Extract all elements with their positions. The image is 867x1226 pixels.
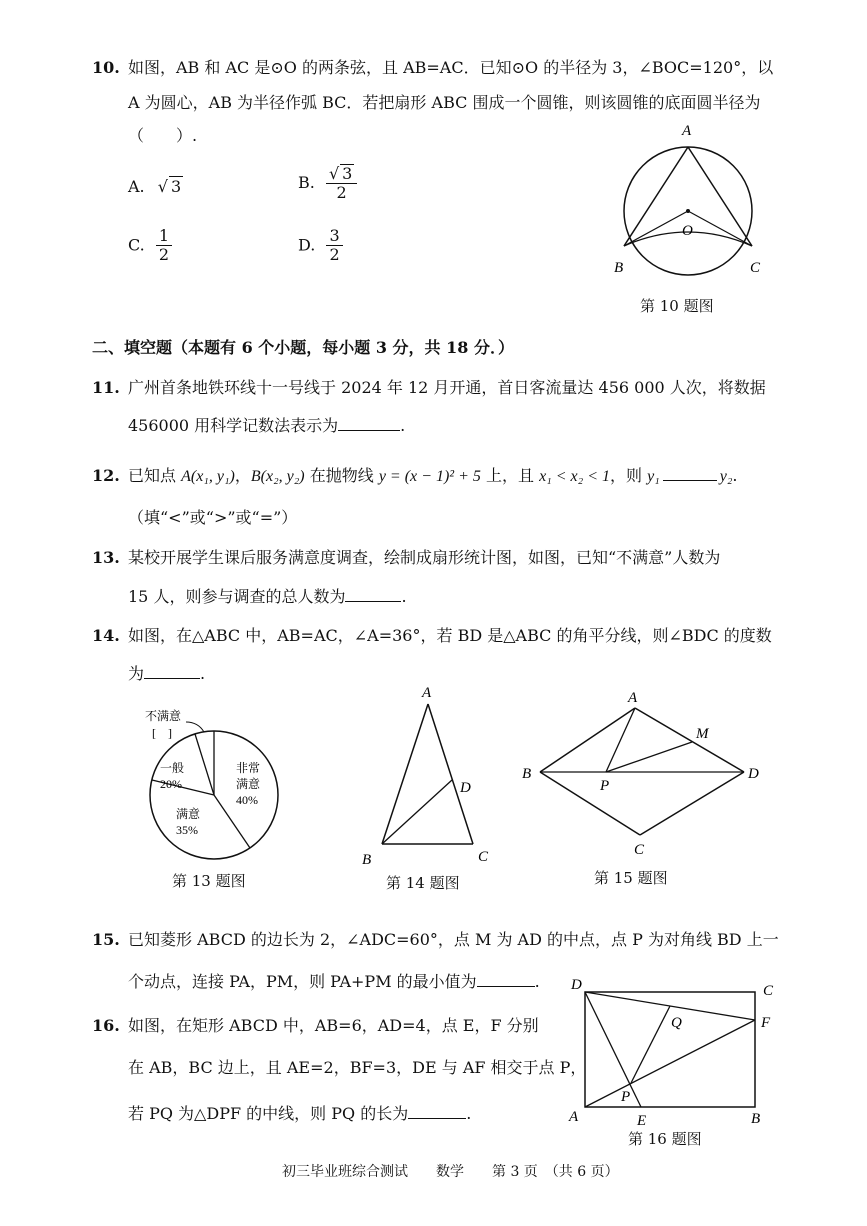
q10-option-b [298, 164, 357, 202]
answer-blank [663, 466, 717, 481]
label-manyi: 满意 [176, 807, 201, 821]
q13-text: 15 人，则参与调查的总人数为 [128, 587, 346, 606]
label-a: A [682, 123, 692, 139]
label-feichang2: 满意 [236, 777, 261, 791]
section-2-heading: 二、填空题（本题有 6 个小题，每小题 3 分，共 18 分．） [92, 338, 514, 357]
figure-10-caption: 第 10 题图 [640, 297, 714, 315]
q14-number: 14. [92, 626, 120, 645]
q16-number: 16. [92, 1016, 120, 1035]
label-c: C [750, 260, 761, 276]
answer-blank [338, 416, 400, 431]
q14-text: 为 [128, 664, 145, 683]
q16-text: 若 PQ 为△DPF 的中线，则 PQ 的长为 [128, 1104, 409, 1123]
label-bumanyi: 不满意 [145, 709, 182, 723]
label-m: M [696, 726, 709, 742]
q10-option-a [128, 176, 183, 197]
point-b: B(x₂, y₂) [250, 468, 305, 485]
figure-15 [518, 690, 778, 860]
answer-blank [477, 972, 535, 987]
fraction: $\frac{√ 3}{2}$ [326, 164, 357, 202]
period: . [466, 1104, 472, 1123]
q10-number: 10. [92, 58, 120, 77]
parabola-formula: y = (x − 1)² + 5 [378, 468, 481, 485]
label-d: D [571, 977, 582, 993]
q16-line1: 如图，在矩形 ABCD 中，AB=6，AD=4，点 E，F 分别 [128, 1016, 539, 1035]
label-a: A [628, 690, 638, 706]
q13-line2 [128, 587, 407, 607]
separator: ， [234, 466, 251, 485]
q12-line1: 已知点 A(x₁, y₁)，B(x₂, y₂) 在抛物线 y = (x − 1)² + 5 上，且 x₁ < x₂ < 1，则 y₁ y₂. [128, 466, 738, 485]
label-p: P [600, 778, 610, 794]
q15-number: 15. [92, 930, 120, 949]
label-b: B [522, 766, 532, 782]
answer-blank [408, 1104, 466, 1119]
label-c: C [763, 983, 774, 999]
q16-line2: 在 AB，BC 边上，且 AE=2，BF=3，DE 与 AF 相交于点 P， [128, 1058, 587, 1077]
figure-16-caption: 第 16 题图 [628, 1130, 702, 1148]
figure-14 [360, 684, 500, 869]
fraction: $\frac{3}{2}$ [326, 227, 342, 264]
q11-text: 456000 用科学记数法表示为 [128, 416, 339, 435]
q16-line3 [128, 1104, 471, 1124]
q12-text: ，则 [609, 466, 648, 485]
label-o: O [682, 223, 693, 239]
label-a: A [422, 685, 432, 701]
label-c: C [634, 842, 645, 858]
label-d: D [748, 766, 759, 782]
label-d: D [460, 780, 471, 796]
answer-blank [144, 664, 200, 679]
label-e: E [637, 1113, 647, 1129]
period: . [401, 587, 407, 606]
label-yiban-pct: 20% [160, 777, 182, 791]
period: . [534, 972, 540, 991]
figure-13-caption: 第 13 题图 [172, 872, 246, 890]
label-c: C [478, 849, 489, 865]
label-feichang-pct: 40% [236, 793, 258, 807]
q11-line2 [128, 416, 405, 436]
q10-option-d [298, 227, 343, 264]
page-footer: 初三毕业班综合测试 数学 第 3 页 （共 6 页） [282, 1164, 619, 1180]
label-q: Q [671, 1015, 682, 1031]
y2: y₂ [719, 468, 733, 485]
label-b: B [362, 852, 372, 868]
option-label: C. [128, 235, 145, 255]
label-p: P [621, 1089, 631, 1105]
q15-line2 [128, 972, 540, 992]
point-a: A(x₁, y₁) [181, 468, 235, 485]
label-bracket: [ ] [152, 726, 172, 740]
option-label: D. [298, 235, 316, 255]
q10-line1: 如图，AB 和 AC 是⊙O 的两条弦，且 AB=AC．已知⊙O 的半径为 3，∠BOC=120°，以 [128, 58, 774, 77]
q11-line1: 广州首条地铁环线十一号线于 2024 年 12 月开通，首日客流量达 456 000 人次，将数据 [128, 378, 766, 397]
q12-line2: （填“<”或“>”或“=”） [128, 508, 298, 527]
q10-option-c [128, 227, 172, 264]
q10-line3: （ ）. [128, 126, 198, 145]
q14-line1: 如图，在△ABC 中，AB=AC，∠A=36°，若 BD 是△ABC 的角平分线，则∠BDC 的度数 [128, 626, 772, 645]
period: . [200, 664, 206, 683]
option-label: A. [128, 177, 145, 196]
answer-blank [345, 587, 401, 602]
q14-line2 [128, 664, 205, 684]
y1: y₁ [647, 468, 660, 485]
label-f: F [761, 1015, 771, 1031]
figure-13-pie [140, 700, 310, 865]
q12-text: 在抛物线 [304, 466, 379, 485]
q15-text: 个动点，连接 PA，PM，则 PA+PM 的最小值为 [128, 972, 477, 991]
label-manyi-pct: 35% [176, 823, 198, 837]
label-b: B [751, 1111, 761, 1127]
figure-10 [610, 118, 770, 288]
q12-text: 已知点 [128, 466, 182, 485]
q15-line1: 已知菱形 ABCD 的边长为 2，∠ADC=60°，点 M 为 AD 的中点，点 P 为对角线 BD 上一 [128, 930, 779, 949]
fraction: $\frac{1}{2}$ [156, 227, 172, 264]
period: . [400, 416, 406, 435]
label-a: A [569, 1109, 579, 1125]
q13-line1: 某校开展学生课后服务满意度调查，绘制成扇形统计图，如图，已知“不满意”人数为 [128, 548, 721, 567]
figure-16 [565, 975, 785, 1130]
label-yiban: 一般 [160, 761, 185, 775]
q10-line2: A 为圆心，AB 为半径作弧 BC．若把扇形 ABC 围成一个圆锥，则该圆锥的底面圆半径为 [128, 93, 761, 112]
q13-number: 13. [92, 548, 120, 567]
label-feichang1: 非常 [236, 761, 261, 775]
label-b: B [614, 260, 624, 276]
sqrt-symbol: √ 3 [157, 177, 182, 196]
q12-text: 上，且 [480, 466, 540, 485]
figure-14-caption: 第 14 题图 [386, 874, 460, 892]
option-label: B. [298, 173, 315, 192]
figure-15-caption: 第 15 题图 [594, 869, 668, 887]
q12-number: 12. [92, 466, 120, 485]
condition: x₁ < x₂ < 1 [539, 468, 610, 485]
q11-number: 11. [92, 378, 120, 397]
